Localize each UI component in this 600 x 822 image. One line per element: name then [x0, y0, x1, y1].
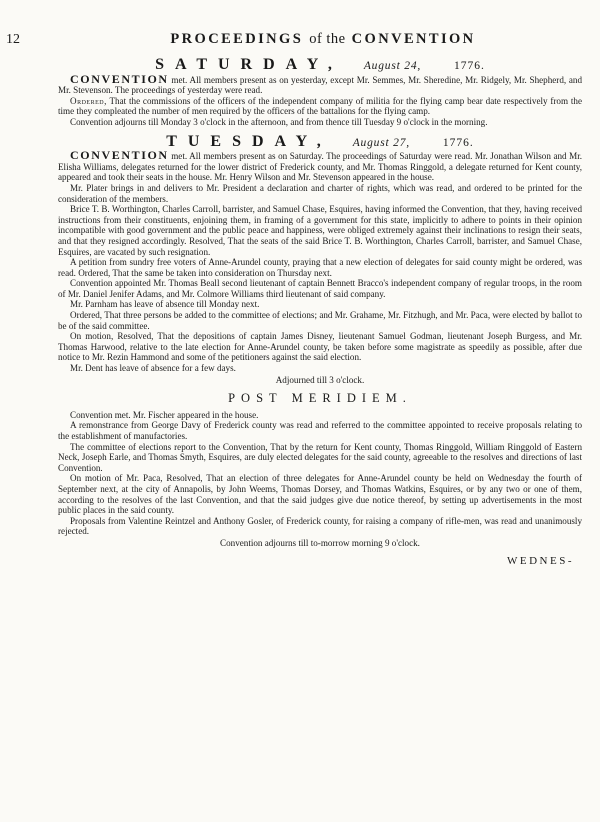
paragraph-text: met. All members present as on Saturday. The proceedings of Saturday were read. Mr. Jonathan Wilson and Mr. Elisha Williams, delegates returned for the lower district of Frederick county, and Mr. Thomas Ringgold, a delegate returned for Kent county, appeared and took their seats in the house. Mr. Henry Wilson and Mr. Stevenson appeared in the house. [58, 151, 582, 183]
paragraph: Mr. Parnham has leave of absence till Monday next. [70, 299, 260, 310]
paragraph [58, 71, 582, 96]
tuesday-heading [58, 132, 582, 150]
tuesday-day: TUESDAY, [166, 132, 332, 150]
running-head-mid: of the [309, 31, 346, 47]
paragraph: Mr. Plater brings in and delivers to Mr. President a declaration and charter of rights, which was read, and ordered to be printed for the consideration of the members. [58, 182, 582, 204]
paragraph: A petition from sundry free voters of Anne-Arundel county, praying that a new election of delegates for said county might be ordered, was read. Ordered, That the same be taken into consideration on Thursday next. [58, 257, 582, 278]
saturday-day: SATURDAY, [155, 56, 343, 73]
paragraph: Convention met. Mr. Fischer appeared in the house. [70, 409, 259, 420]
running-head-left: PROCEEDINGS [170, 31, 304, 47]
paragraph-lead: CONVENTION [70, 71, 169, 86]
adjourn-line: Adjourned till 3 o'clock. [275, 374, 365, 385]
paragraph-text: That the commissions of the officers of the independent company of militia for the flying camp bear date respectively from the time they compleated the number of men required by the officers of the battalions for the flying camp. [58, 95, 582, 117]
paragraph: On motion, Resolved, That the depositions of captain James Disney, lieutenant Samuel Godman, lieutenant Joseph Burgess, and Mr. Thomas Harwood, relative to the late election for Anne-Arundel county, be taken before some magistrate as speedily as possible, after due notice to Mr. Rezin Hammond and some of the petitioners against the said election. [58, 331, 582, 363]
running-head [64, 31, 582, 47]
paragraph [58, 150, 582, 183]
running-head-right: CONVENTION [351, 31, 476, 47]
document-page [6, 31, 582, 567]
paragraph: Brice T. B. Worthington, Charles Carroll, barrister, and Samuel Chase, Esquires, having informed the Convention, that they, having received instructions from their constituents, enjoining them, in framing of a government for this state, implicitly to adhere to points in their opinion incompatible with good government and the public peace and happiness, were obliged extremely against their inclinations to resign their seats, and that they resigned accordingly. Resolved, That the seats of the said Brice T. B. Worthington, Charles Carroll, barrister, and Samuel Chase, Esquires, are vacated by such resignation. [58, 204, 582, 257]
paragraph: A remonstrance from George Davy of Frederick county was read and referred to the committee appointed to receive proposals relating to the establishment of manufactories. [58, 420, 582, 441]
paragraph [58, 96, 582, 117]
tuesday-date: August 27, [352, 136, 410, 149]
saturday-heading [58, 56, 582, 73]
paragraph-lead: CONVENTION [70, 148, 169, 163]
paragraph-text: met. All members present as on yesterday, except Mr. Semmes, Mr. Sheredine, Mr. Ridgely, Mr. Shepherd, and Mr. Stevenson. The proceedings of yesterday were read. [58, 74, 582, 96]
catchword: WEDNES- [507, 554, 574, 567]
page-header [6, 31, 582, 54]
post-meridiem-heading: POST MERIDIEM. [228, 391, 412, 406]
paragraph: On motion of Mr. Paca, Resolved, That an election of three delegates for Anne-Arundel county be held on Wednesday the fourth of September next, at the city of Annapolis, by John Weems, Thomas Dorsey, and Thomas Watkins, Esquires, or by any two or one of them, according to the resolves of the last Convention, and that the said judges give due notice thereof, by setting up advertisements in the most public places in the said county. [58, 473, 582, 516]
paragraph: Convention adjourns till Monday 3 o'clock in the afternoon, and from thence till Tuesday 9 o'clock in the morning. [70, 116, 488, 127]
page-number: 12 [6, 32, 20, 47]
paragraph: Mr. Dent has leave of absence for a few days. [70, 363, 236, 374]
paragraph: Convention appointed Mr. Thomas Beall second lieutenant of captain Bennett Bracco's independent company of regular troops, in the room of Mr. Daniel Jenifer Adams, and Mr. Colmore Williams third lieutenant of said company. [58, 278, 582, 299]
paragraph: Proposals from Valentine Reintzel and Anthony Gosler, of Frederick county, for raising a company of rifle-men, was read and unanimously rejected. [58, 515, 582, 537]
saturday-year: 1776. [454, 60, 485, 72]
adjourn-line: Convention adjourns till to-morrow morning 9 o'clock. [220, 537, 420, 548]
tuesday-year: 1776. [442, 136, 474, 149]
paragraph: The committee of elections report to the Convention, That by the return for Kent county, Thomas Ringgold, William Ringgold of Eastern Neck, Joseph Earle, and Thomas Smyth, Esquires, are duly elected delegates for the said county, agreeable to the resolves and directions of last Convention. [58, 441, 582, 473]
paragraph-marker: Ordered, [70, 95, 107, 106]
saturday-date: August 24, [363, 60, 422, 72]
paragraph: Ordered, That three persons be added to the committee of elections; and Mr. Grahame, Mr. Fitzhugh, and Mr. Paca, were elected by ballot to be of the said committee. [58, 310, 582, 331]
